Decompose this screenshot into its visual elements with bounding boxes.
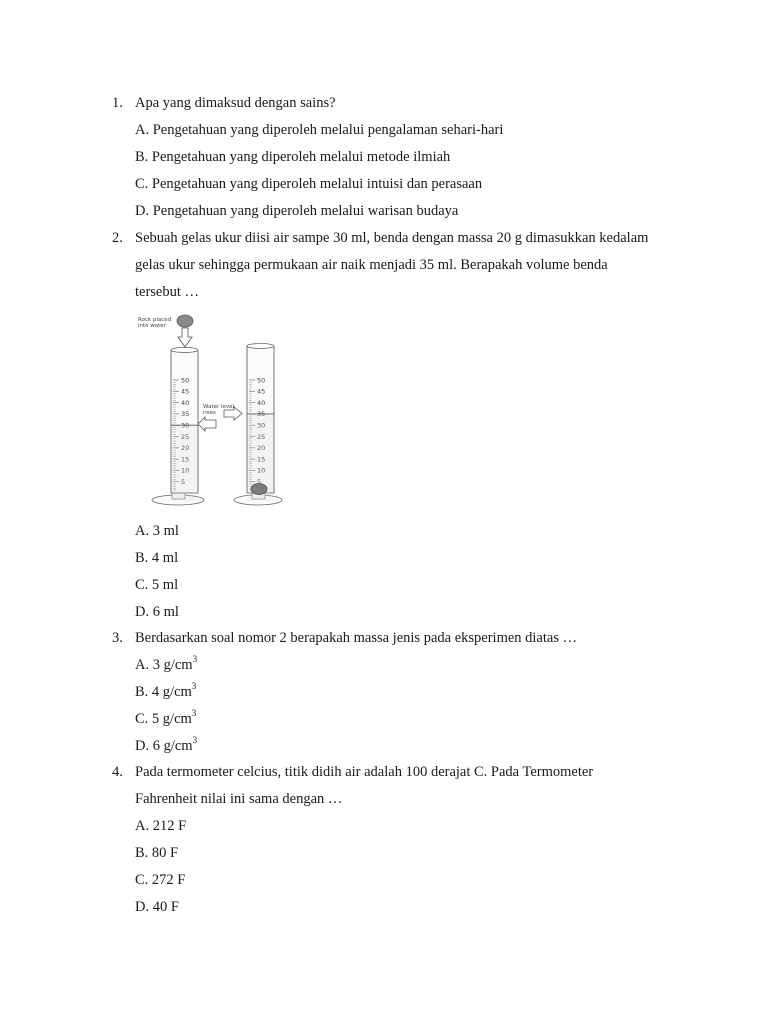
question-4-text-line-1: Pada termometer celcius, titik didih air adalah 100 derajat C. Pada Termometer — [135, 764, 594, 780]
water-level-label-line-1: Water level — [203, 404, 235, 410]
question-3-option-b: B. 4 $g/cm^3$ — [135, 681, 197, 700]
scale-label: 50 — [181, 376, 190, 385]
question-2-option-c: C. 5 ml — [135, 577, 179, 593]
scale-label: 45 — [181, 387, 190, 396]
question-4-option-d: D. 40 F — [135, 899, 179, 915]
question-2-option-b: B. 4 ml — [135, 550, 179, 566]
question-2-option-d: D. 6 ml — [135, 604, 179, 620]
question-3-number: 3. — [112, 630, 123, 646]
question-3-text: Berdasarkan soal nomor 2 berapakah massa jenis pada eksperimen diatas … — [135, 630, 578, 646]
cylinders-diagram — [132, 310, 292, 515]
question-3-option-c: C. 5 $g/cm^3$ — [135, 708, 197, 727]
question-1-text: Apa yang dimaksud dengan sains? — [135, 95, 336, 111]
water-level-before — [172, 425, 198, 501]
question-4-option-c: C. 272 F — [135, 872, 186, 888]
question-2-text-line-2: gelas ukur sehingga permukaan air naik menjadi 35 ml. Berapakah volume benda — [135, 257, 608, 273]
water-level-label-line-2: rises — [203, 410, 216, 416]
question-3-option-d: D. 6 $g/cm^3$ — [135, 735, 198, 754]
question-2-number: 2. — [112, 230, 123, 246]
rock-in-cylinder-icon — [251, 484, 267, 495]
question-1-option-a: A. Pengetahuan yang diperoleh melalui pengalaman sehari-hari — [135, 122, 504, 138]
question-1-option-b: B. Pengetahuan yang diperoleh melalui metode ilmiah — [135, 149, 451, 165]
question-4-number: 4. — [112, 764, 123, 780]
question-4-text-line-2: Fahrenheit nilai ini sama dengan … — [135, 791, 343, 807]
down-arrow-icon — [178, 328, 192, 347]
question-2-text-line-1: Sebuah gelas ukur diisi air sampe 30 ml, benda dengan massa 20 g dimasukkan kedalam — [135, 230, 649, 246]
scale-label: 35 — [181, 410, 190, 419]
question-2-option-a: A. 3 ml — [135, 523, 179, 539]
question-1-option-d: D. Pengetahuan yang diperoleh melalui warisan budaya — [135, 203, 459, 219]
question-3-option-a: A. 3 $g/cm^3$ — [135, 654, 198, 673]
left-arrow-icon — [198, 417, 216, 431]
scale-label: 40 — [181, 398, 190, 407]
rock-label-line-1: Rock placed — [138, 317, 172, 323]
question-1-option-c: C. Pengetahuan yang diperoleh melalui intuisi dan perasaan — [135, 176, 483, 192]
question-4-option-a: A. 212 F — [135, 818, 187, 834]
question-2-text-line-3: tersebut … — [135, 284, 200, 300]
rock-icon — [177, 315, 193, 327]
scale-label: 50 — [257, 376, 266, 385]
scale-label: 45 — [257, 387, 266, 396]
question-4-option-b: B. 80 F — [135, 845, 179, 861]
cylinder-after — [234, 344, 282, 506]
question-1-number: 1. — [112, 95, 123, 111]
scale-label: 40 — [257, 398, 266, 407]
cylinder-before — [152, 348, 204, 506]
rock-label-line-2: into water — [138, 323, 166, 329]
water-fill — [172, 425, 198, 501]
graduated-cylinder-figure — [132, 310, 292, 515]
